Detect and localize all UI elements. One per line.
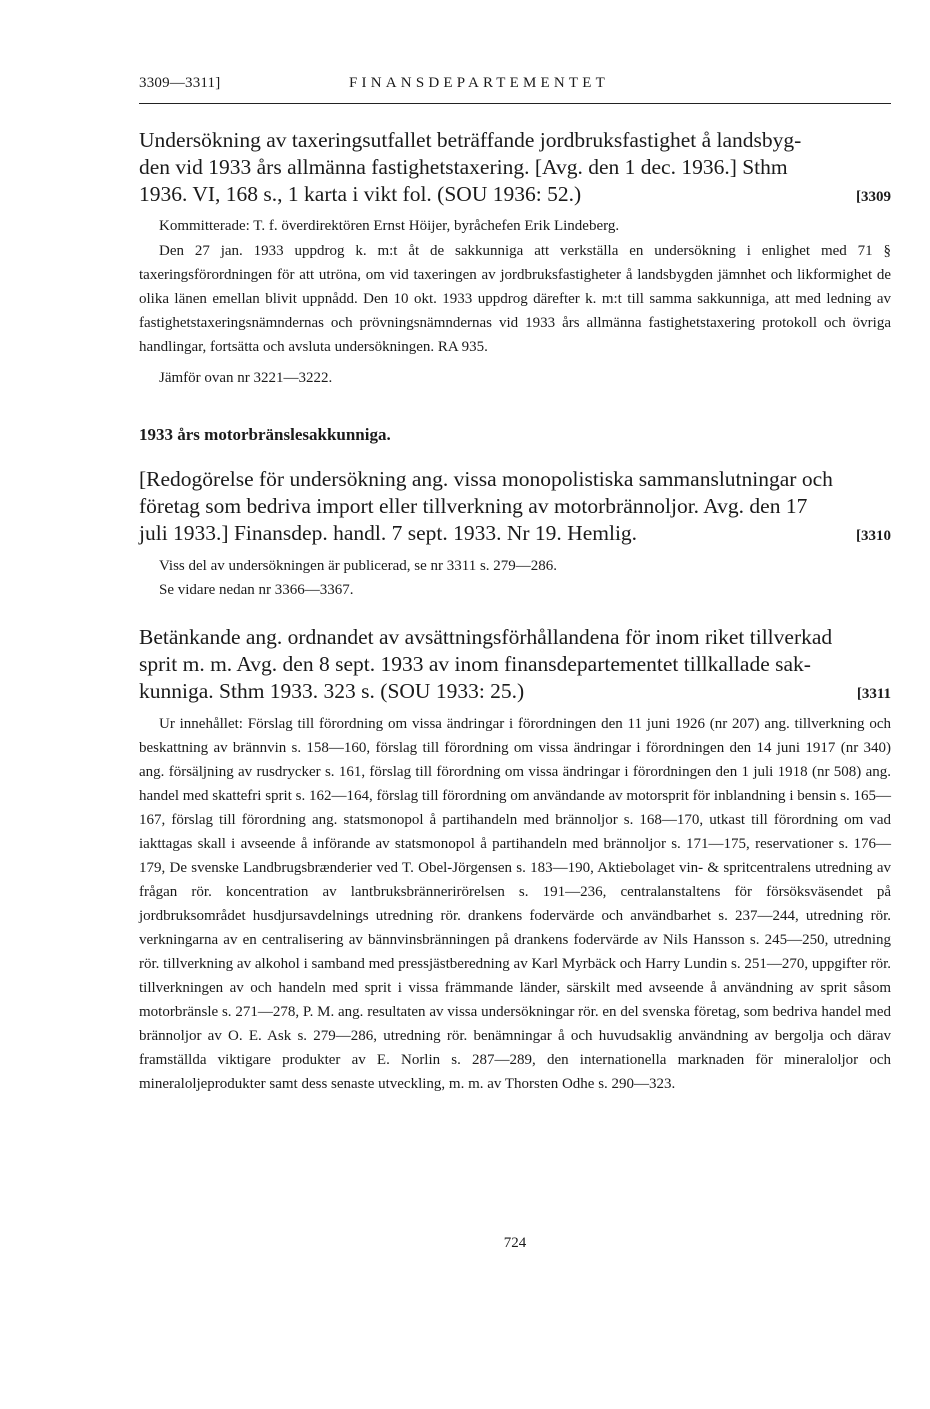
- publication-note: Viss del av undersökningen är publicerad, se nr 3311 s. 279—286.: [159, 558, 558, 574]
- committee-line: Kommitterade: T. f. överdirektören Ernst Höijer, byråchefen Erik Lindeberg.: [159, 218, 620, 234]
- entry-number: [3309: [856, 189, 891, 205]
- entry-3309: [139, 127, 891, 390]
- entry-number: [3310: [856, 528, 891, 544]
- cross-reference: Jämför ovan nr 3221—3222.: [159, 370, 333, 386]
- title-line: sprit m. m. Avg. den 8 sept. 1933 av inom finansdepartementet tillkallade sak-: [139, 652, 811, 676]
- title-line: den vid 1933 års allmänna fastighetstaxering. [Avg. den 1 dec. 1936.] Sthm: [139, 155, 788, 179]
- section-heading: 1933 års motorbränslesakkunniga.: [139, 425, 391, 444]
- title-line: företag som bedriva import eller tillverkning av motorbrännoljor. Avg. den 17: [139, 494, 808, 518]
- title-line: juli 1933.] Finansdep. handl. 7 sept. 1933. Nr 19. Hemlig.: [139, 521, 638, 545]
- entry-number: [3311: [856, 686, 891, 702]
- contents-summary: Ur innehållet: Förslag till förordning om vissa ändringar i förordningen den 11 juni 1926 (nr 207) ang. tillverkning och beskattning av brännvin s. 158—160, förslag till förordning om vissa ändringar i förordningen den 14 juni 1917 (nr 340) ang. försäljning av rusdrycker s. 161, förslag till förordning om vissa ändringar i förordningen den 1 juli 1918 (nr 508) ang. handel med skattefri sprit s. 162—164, förslag till förordning om användande av motorsprit för inblandning i bensin s. 165—167, förslag till förordning ang. statsmonopol å partihandeln med brännoljor s. 168—170, utkast till förordning om vad iakttagas skall i avseende å införande av statsmonopol å partihandeln med brännoljor s. 171—175, reservationer s. 176—179, De svenske Landbrugsbrænderier ved T. Obel-Jörgensen s. 183—190, Aktiebolaget vin- & spritcentralens utredning av frågan rör. koncentration av lantbruksbrännerirörelsen s. 191—236, centralanstaltens för försöksväsendet på jordbruksområdet husdjursavdelnings utredning rör. drankens fodervärde och användbarhet s. 237—244, utredning rör. verkningarna av en centralisering av bännvinsbränningen på drankens fodervärde av Nils Hansson s. 245—250, utredning rör. tillverkning av alkohol i samband med pressjästberedning av Karl Myrbäck och Harry Lundin s. 251—270, uppgifter rör. tillverkningen av och handeln med sprit i vissa främmande länder, särskilt med avseende å användning av sprit såsom motorbränsle s. 271—278, P. M. ang. resultaten av vissa undersökningar rör. en del svenska företag, som bedriva handel med brännoljor av O. E. Ask s. 279—286, utredning rör. benämningar å och huvudsaklig användning av bergolja och därav framställda viktigare produkter av E. Norlin s. 287—289, den internationella marknaden för mineraloljor och mineraloljeprodukter samt dess senaste utveckling, m. m. av Thorsten Odhe s. 290—323.: [139, 716, 891, 1092]
- running-head: [139, 73, 891, 104]
- cross-reference: Se vidare nedan nr 3366—3367.: [159, 582, 354, 598]
- entry-3310: [139, 466, 891, 602]
- entry-range: 3309—3311]: [139, 75, 221, 91]
- entry-3311: [139, 624, 891, 1096]
- entry-3310-title: [139, 466, 891, 550]
- entry-3309-title: [139, 127, 891, 211]
- title-line: 1936. VI, 168 s., 1 karta i vikt fol. (SOU 1936: 52.): [139, 182, 582, 206]
- title-line: Undersökning av taxeringsutfallet beträffande jordbruksfastighet å landsbyg-: [139, 128, 802, 152]
- department-title: FINANSDEPARTEMENTET: [349, 75, 610, 91]
- title-line: Betänkande ang. ordnandet av avsättningsförhållandena för inom riket tillverkad: [139, 625, 833, 649]
- entry-3311-title: [139, 624, 891, 708]
- entry-body: Den 27 jan. 1933 uppdrog k. m:t åt de sakkunniga att verkställa en undersökning i enlighet med 71 § taxeringsförordningen för att utröna, om vid taxeringen av jordbruksfastigheter å landsbygden jämnhet och likformighet de olika länen emellan blivit uppnådd. Den 10 okt. 1933 uppdrog därefter k. m:t till samma sakkunniga, att med ledning av fastighetstaxeringsnämndernas och prövningsnämndernas vid 1933 års allmänna fastighetstaxering protokoll och övriga handlingar, fortsätta och avsluta undersökningen. RA 935.: [139, 243, 891, 355]
- title-line: kunniga. Sthm 1933. 323 s. (SOU 1933: 25.): [139, 679, 525, 703]
- page-number: 724: [503, 1235, 527, 1251]
- title-line: [Redogörelse för undersökning ang. vissa monopolistiska sammanslutningar och: [139, 467, 833, 491]
